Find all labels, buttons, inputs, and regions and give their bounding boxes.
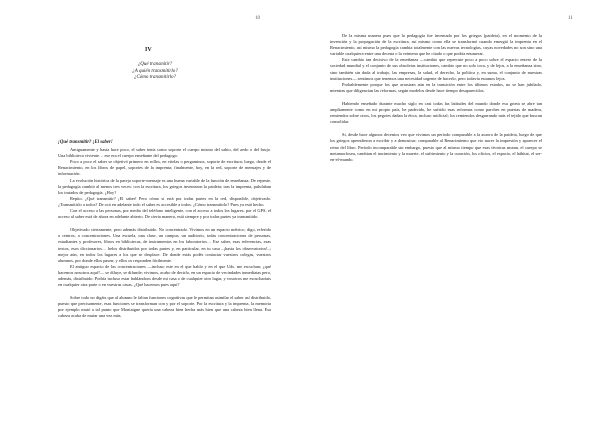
- paragraph: El antiguo espacio de las concentraciones —incluso este en el que hablo y en el que Uds. me escuchan; ¿qué hacemos nosotros aquí?— se diluye, se difunde; vivimos, acabo de decirlo, en un espacio de vecindades inmediatas pero, además, distribuido. Podría incluso estar hablándoos desde mi casa o de cualquier otro lugar, y vosotros me escucharíais en cualquier otra parte o en vuestras casas. ¿Qué hacemos pues aquí?: [58, 263, 272, 288]
- left-text-column: [58, 140, 271, 320]
- chapter-number: IV: [145, 47, 152, 53]
- chapter-questions: [100, 62, 210, 82]
- paragraph: Habiendo enseñado durante mucho siglo en casi todas las latitudes del mundo donde esa grieta se abre tan ampliamente como en mi propio país, he padecido, he sufrido esas reformas como parches en puertas de madera, remiendos sobre otros, los pegotes dañan la ética, incluso artificial; los remiendos desgarrando más el tejido que buscan consolidar.: [330, 100, 542, 125]
- paragraph: Si, desde hace algunos decenios veo que vivimos un período comparable a la aurora de la paideia, luego de que los griegos aprendieron a escribir y a demostrar; comparable al Renacimiento que vio nacer la impresión y aparecer el reino del libro. Período incomparable sin embargo, puesto que al mismo tiempo que esas técnicas mutan, el cuerpo se metamorfosea, cambian el nacimiento y la muerte, el sufrimiento y la curación, los oficios, el espacio, el hábitat, el ser-en-el-mundo.: [330, 132, 542, 162]
- right-page-number: 11: [568, 16, 573, 21]
- left-page-number: 10: [255, 16, 260, 21]
- right-page: [300, 0, 600, 424]
- question-line: ¿Cómo transmitirlo?: [133, 75, 177, 80]
- paragraph: De la misma manera pues que la pedagogía fue inventada por los griegos (paideia), en el momento de la invención y la propagación de la escritura, así mismo como ella se transformó cuando emergió la imprenta en el Renacimiento, así mismo la pedagogía cambia totalmente con las nuevas tecnologías, cuyas novedades no son sino una variable cualquiera entre una decena o la veintena que he citado o que podría enumerar.: [330, 33, 542, 57]
- paragraph: Con el acceso a las personas, por medio del teléfono inteligente, con el acceso a todos los lugares, por el GPS, el acceso al saber está de ahora en adelante abierto. De cierta manera, está siempre y por todas partes ya transmitido.: [58, 208, 271, 220]
- paragraph: Repito. ¿Qué transmitir? ¡El saber! Pero cómo si está por todas partes en la red, disponible, objetivado. ¿Transmitirlo a todos? De ocá en adelante todo el saber es accesible a todos. ¿Cómo transmitirlo? Pues ya está hecho.: [58, 195, 271, 207]
- question-line: ¿A quién transmitirlo?: [132, 68, 178, 74]
- paragraph: Objetivado ciertamente, pero además distribuido. No concentrado. Vivimos en un espacio métrico, digo, referido a centros, a concentraciones. Una escuela, una clase, un campus, un auditorio, todas concentraciones de personas, estudiantes y profesores, libros en bibliotecas, de instrumentos en los laboratorios… Ese saber, esas referencias, esas textos, esos diccionarios… helos distribuidos por todas partes y, en particular, en tu casa –¡hasta los observatorios!–; mejor aún, en todos los lugares a los que se desplace. De donde estás podés contactar vuestros colegas, vuestros alumnos, por donde ellos pasen; y ellos os responden fácilmente.: [58, 227, 271, 263]
- right-text-column: [330, 33, 542, 163]
- paragraph: Poco a poco el saber se objetivó primero en rollos, en vitelas o pergaminos, soporte de escritura; luego, desde el Renacimiento, en los libros de papel, soportes de la imprenta; finalmente, hoy, en la red, soporte de mensajes y de información.: [58, 159, 271, 177]
- paragraph: Antiguamente y hasta hace poco, el saber tenía como soporte el cuerpo mismo del sabio, del aedo o del brujo. Una biblioteca viviente… ese era el cuerpo enseñante del pedagogo.: [58, 147, 271, 159]
- paragraph: La evolución histórica de la pareja soporte-mensaje es una buena variable de la función de enseñanza. De repente, la pedagogía cambió al menos tres veces: con la escritura, los griegos inventaron la paideia; tras la imprenta, pululaban los tratados de pedagogía. ¿Hoy?: [58, 177, 271, 195]
- paragraph: Sobre todo no digáis que al alumno le faltan funciones cognitivas que le permitan asimilar el saber así distribuido, puesto que precisamente, esas funciones se transforman con y por el soporte. Por la escritura y la imprenta, la memoria por ejemplo mutó a tal punto que Montaigne quería una cabeza bien hecha más bien que una cabeza bien llena. Esa cabeza acaba de mutar una vez más.: [58, 295, 271, 319]
- question-line: ¿Qué transmitir?: [137, 62, 173, 67]
- paragraph: Este cambio tan decisivo de la enseñanza —cambio que repercute poco a poco sobre el espacio entero de la sociedad mundial y el conjunto de sus obsoletas instituciones, cambio que no solo toca, y de lejos, a la enseñanza sino, sino también sin duda al trabajo, las empresas, la salud, el derecho, la política y, en suma, el conjunto de nuestras instituciones— sentimos que tenemos una necesidad urgente de hacerlo, pero todavía estamos lejos.: [330, 57, 542, 81]
- section-title: ¡Qué transmitir? ¡El saber!: [58, 140, 113, 145]
- paragraph: Probablemente porque los que arrastran aún en la transición entre los últimos estados, no se han jubilado, mientras que diligencian las reformas, según modelos desde hace tiempo desaparecidos.: [330, 81, 542, 93]
